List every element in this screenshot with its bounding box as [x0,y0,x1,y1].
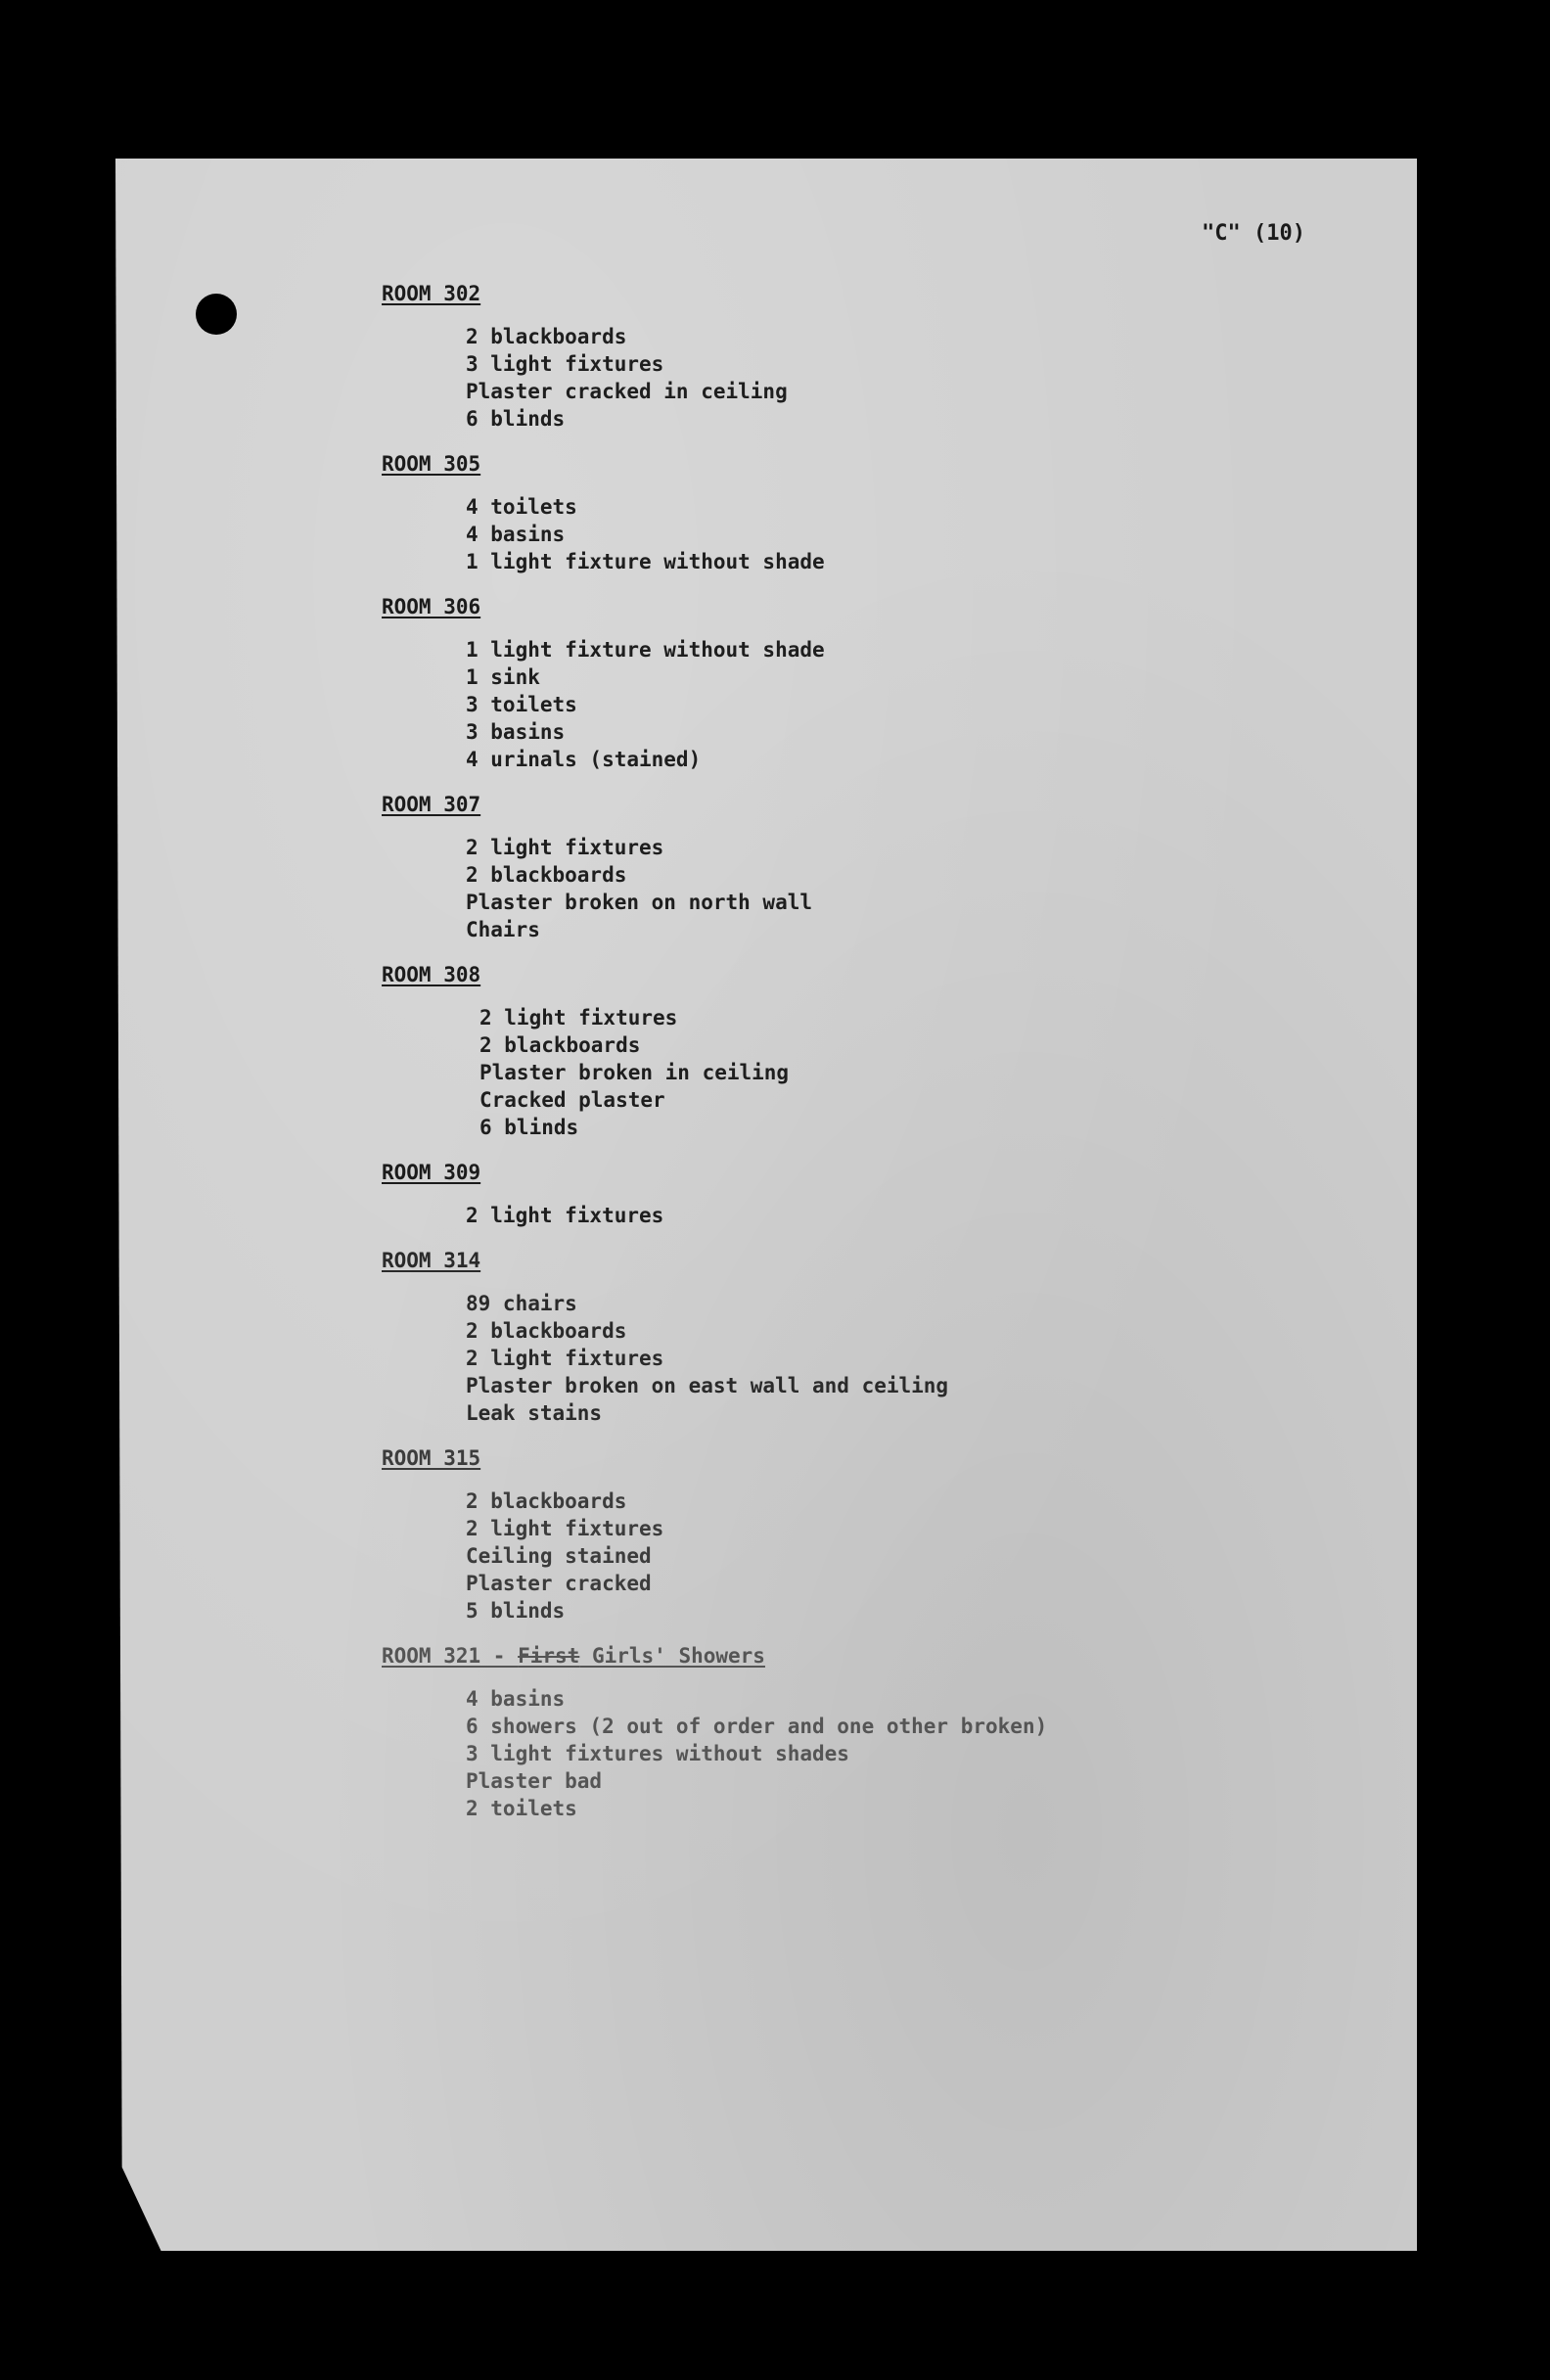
room-item: Cracked plaster [479,1088,665,1112]
room-item: 2 light fixtures [466,1517,664,1540]
room-section [382,282,1262,433]
room-section [382,1446,1262,1625]
room-item: 2 light fixtures [479,1006,678,1030]
heading-prefix: ROOM 321 - [382,1644,519,1668]
room-item: 1 light fixture without shade [466,638,825,662]
room-item: 89 chairs [466,1292,577,1315]
room-heading: ROOM 315 [382,1446,481,1470]
room-section [382,963,1262,1141]
room-heading [382,1644,765,1668]
room-heading: ROOM 307 [382,793,481,816]
room-item: 4 toilets [466,495,577,519]
room-item: 2 light fixtures [466,836,664,859]
room-heading: ROOM 305 [382,452,481,476]
page-number: "C" (10) [1202,221,1305,246]
room-item: 3 basins [466,720,566,744]
room-item: 2 blackboards [479,1033,641,1057]
room-item: 4 basins [466,523,566,546]
struck-word: First [518,1644,580,1668]
room-item: 6 showers (2 out of order and one other broken) [466,1715,1048,1738]
room-item: 6 blinds [466,407,566,431]
room-section [382,595,1262,773]
room-heading: ROOM 302 [382,282,481,305]
room-item: 2 light fixtures [466,1204,664,1227]
room-item: Leak stains [466,1401,603,1425]
room-item: 3 toilets [466,693,577,716]
room-heading: ROOM 314 [382,1249,481,1272]
room-item: Plaster broken in ceiling [479,1061,790,1084]
room-heading: ROOM 306 [382,595,481,618]
room-item: Ceiling stained [466,1544,652,1568]
room-item: 4 urinals (stained) [466,748,702,771]
punch-hole [196,294,237,335]
room-heading: ROOM 309 [382,1161,481,1184]
room-item: 2 blackboards [466,1319,627,1343]
room-item: 1 light fixture without shade [466,550,825,573]
room-item: 6 blinds [479,1116,579,1139]
room-section [382,793,1262,943]
room-item: Plaster broken on east wall and ceiling [466,1374,949,1397]
heading-suffix: Girls' Showers [579,1644,765,1668]
room-item: 3 light fixtures without shades [466,1742,849,1765]
room-section [382,1249,1262,1427]
room-item: 4 basins [466,1687,566,1711]
inspection-list [382,282,1262,1842]
room-item: 2 toilets [466,1797,577,1820]
room-item: 3 light fixtures [466,352,664,376]
room-item: Plaster cracked in ceiling [466,380,788,403]
room-item: 2 light fixtures [466,1347,664,1370]
room-heading: ROOM 308 [382,963,481,986]
room-item: 1 sink [466,665,540,689]
room-section [382,452,1262,575]
room-item: Plaster bad [466,1769,603,1793]
room-item: 2 blackboards [466,863,627,887]
room-item: Plaster cracked [466,1572,652,1595]
room-section [382,1161,1262,1229]
room-section [382,1644,1262,1822]
room-item: 2 blackboards [466,325,627,348]
room-item: Chairs [466,918,540,941]
room-item: 2 blackboards [466,1489,627,1513]
room-item: 5 blinds [466,1599,566,1623]
room-item: Plaster broken on north wall [466,891,813,914]
